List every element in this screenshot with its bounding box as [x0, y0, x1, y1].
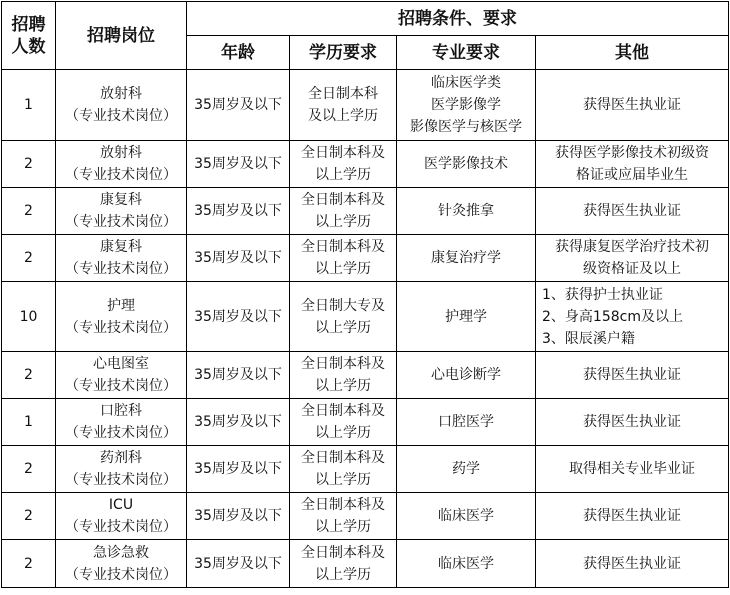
- position: 康复科 （专业技术岗位）: [56, 235, 187, 282]
- other-requirement: 获得医生执业证: [536, 188, 729, 235]
- age-requirement: 35周岁及以下: [187, 493, 290, 540]
- major-requirement: 临床医学: [397, 493, 536, 540]
- major-requirement: 针灸推拿: [397, 188, 536, 235]
- major-requirement: 药学: [397, 446, 536, 493]
- recruit-count: 2: [2, 540, 56, 588]
- other-requirement: 获得医生执业证: [536, 399, 729, 446]
- age-requirement: 35周岁及以下: [187, 282, 290, 352]
- age-requirement: 35周岁及以下: [187, 540, 290, 588]
- position: 药剂科 （专业技术岗位）: [56, 446, 187, 493]
- position: 口腔科 （专业技术岗位）: [56, 399, 187, 446]
- other-requirement: 获得医生执业证: [536, 70, 729, 141]
- major-requirement: 口腔医学: [397, 399, 536, 446]
- position: ICU （专业技术岗位）: [56, 493, 187, 540]
- major-requirement: 医学影像技术: [397, 141, 536, 188]
- recruit-count: 2: [2, 188, 56, 235]
- age-requirement: 35周岁及以下: [187, 235, 290, 282]
- recruit-count: 2: [2, 446, 56, 493]
- recruitment-table: [1, 1, 729, 588]
- position: 放射科 （专业技术岗位）: [56, 141, 187, 188]
- education-requirement: 全日制本科及 以上学历: [290, 493, 397, 540]
- other-requirement: 获得医生执业证: [536, 493, 729, 540]
- age-requirement: 35周岁及以下: [187, 399, 290, 446]
- age-requirement: 35周岁及以下: [187, 446, 290, 493]
- header-recruit-count: 招聘 人数: [2, 2, 56, 70]
- table-row: [2, 540, 729, 588]
- table-row: [2, 70, 729, 141]
- recruit-count: 2: [2, 235, 56, 282]
- major-requirement: 心电诊断学: [397, 352, 536, 399]
- major-requirement: 临床医学类 医学影像学 影像医学与核医学: [397, 70, 536, 141]
- education-requirement: 全日制大专及 以上学历: [290, 282, 397, 352]
- age-requirement: 35周岁及以下: [187, 70, 290, 141]
- table-row: [2, 446, 729, 493]
- position: 康复科 （专业技术岗位）: [56, 188, 187, 235]
- major-requirement: 临床医学: [397, 540, 536, 588]
- education-requirement: 全日制本科 及以上学历: [290, 70, 397, 141]
- header-conditions: 招聘条件、要求: [187, 2, 729, 36]
- education-requirement: 全日制本科及 以上学历: [290, 352, 397, 399]
- major-requirement: 护理学: [397, 282, 536, 352]
- age-requirement: 35周岁及以下: [187, 141, 290, 188]
- other-requirement: 获得医生执业证: [536, 540, 729, 588]
- header-major: 专业要求: [397, 36, 536, 70]
- education-requirement: 全日制本科及 以上学历: [290, 446, 397, 493]
- position: 急诊急救 （专业技术岗位）: [56, 540, 187, 588]
- position: 心电图室 （专业技术岗位）: [56, 352, 187, 399]
- header-other: 其他: [536, 36, 729, 70]
- header-position: 招聘岗位: [56, 2, 187, 70]
- education-requirement: 全日制本科及 以上学历: [290, 188, 397, 235]
- recruit-count: 2: [2, 352, 56, 399]
- recruit-count: 2: [2, 141, 56, 188]
- recruit-count: 10: [2, 282, 56, 352]
- other-requirement: 1、获得护士执业证 2、身高158cm及以上 3、限辰溪户籍: [536, 282, 729, 352]
- education-requirement: 全日制本科及 以上学历: [290, 235, 397, 282]
- table-row: [2, 235, 729, 282]
- table-row: [2, 352, 729, 399]
- table-row: [2, 282, 729, 352]
- table-row: [2, 493, 729, 540]
- other-requirement: 取得相关专业毕业证: [536, 446, 729, 493]
- education-requirement: 全日制本科及 以上学历: [290, 540, 397, 588]
- major-requirement: 康复治疗学: [397, 235, 536, 282]
- table-row: [2, 399, 729, 446]
- education-requirement: 全日制本科及 以上学历: [290, 141, 397, 188]
- other-requirement: 获得医生执业证: [536, 352, 729, 399]
- other-requirement: 获得康复医学治疗技术初 级资格证及以上: [536, 235, 729, 282]
- education-requirement: 全日制本科及 以上学历: [290, 399, 397, 446]
- table-row: [2, 141, 729, 188]
- recruit-count: 1: [2, 399, 56, 446]
- recruit-count: 1: [2, 70, 56, 141]
- position: 放射科 （专业技术岗位）: [56, 70, 187, 141]
- position: 护理 （专业技术岗位）: [56, 282, 187, 352]
- header-education: 学历要求: [290, 36, 397, 70]
- recruit-count: 2: [2, 493, 56, 540]
- table-row: [2, 188, 729, 235]
- age-requirement: 35周岁及以下: [187, 188, 290, 235]
- header-age: 年龄: [187, 36, 290, 70]
- age-requirement: 35周岁及以下: [187, 352, 290, 399]
- other-requirement: 获得医学影像技术初级资 格证或应届毕业生: [536, 141, 729, 188]
